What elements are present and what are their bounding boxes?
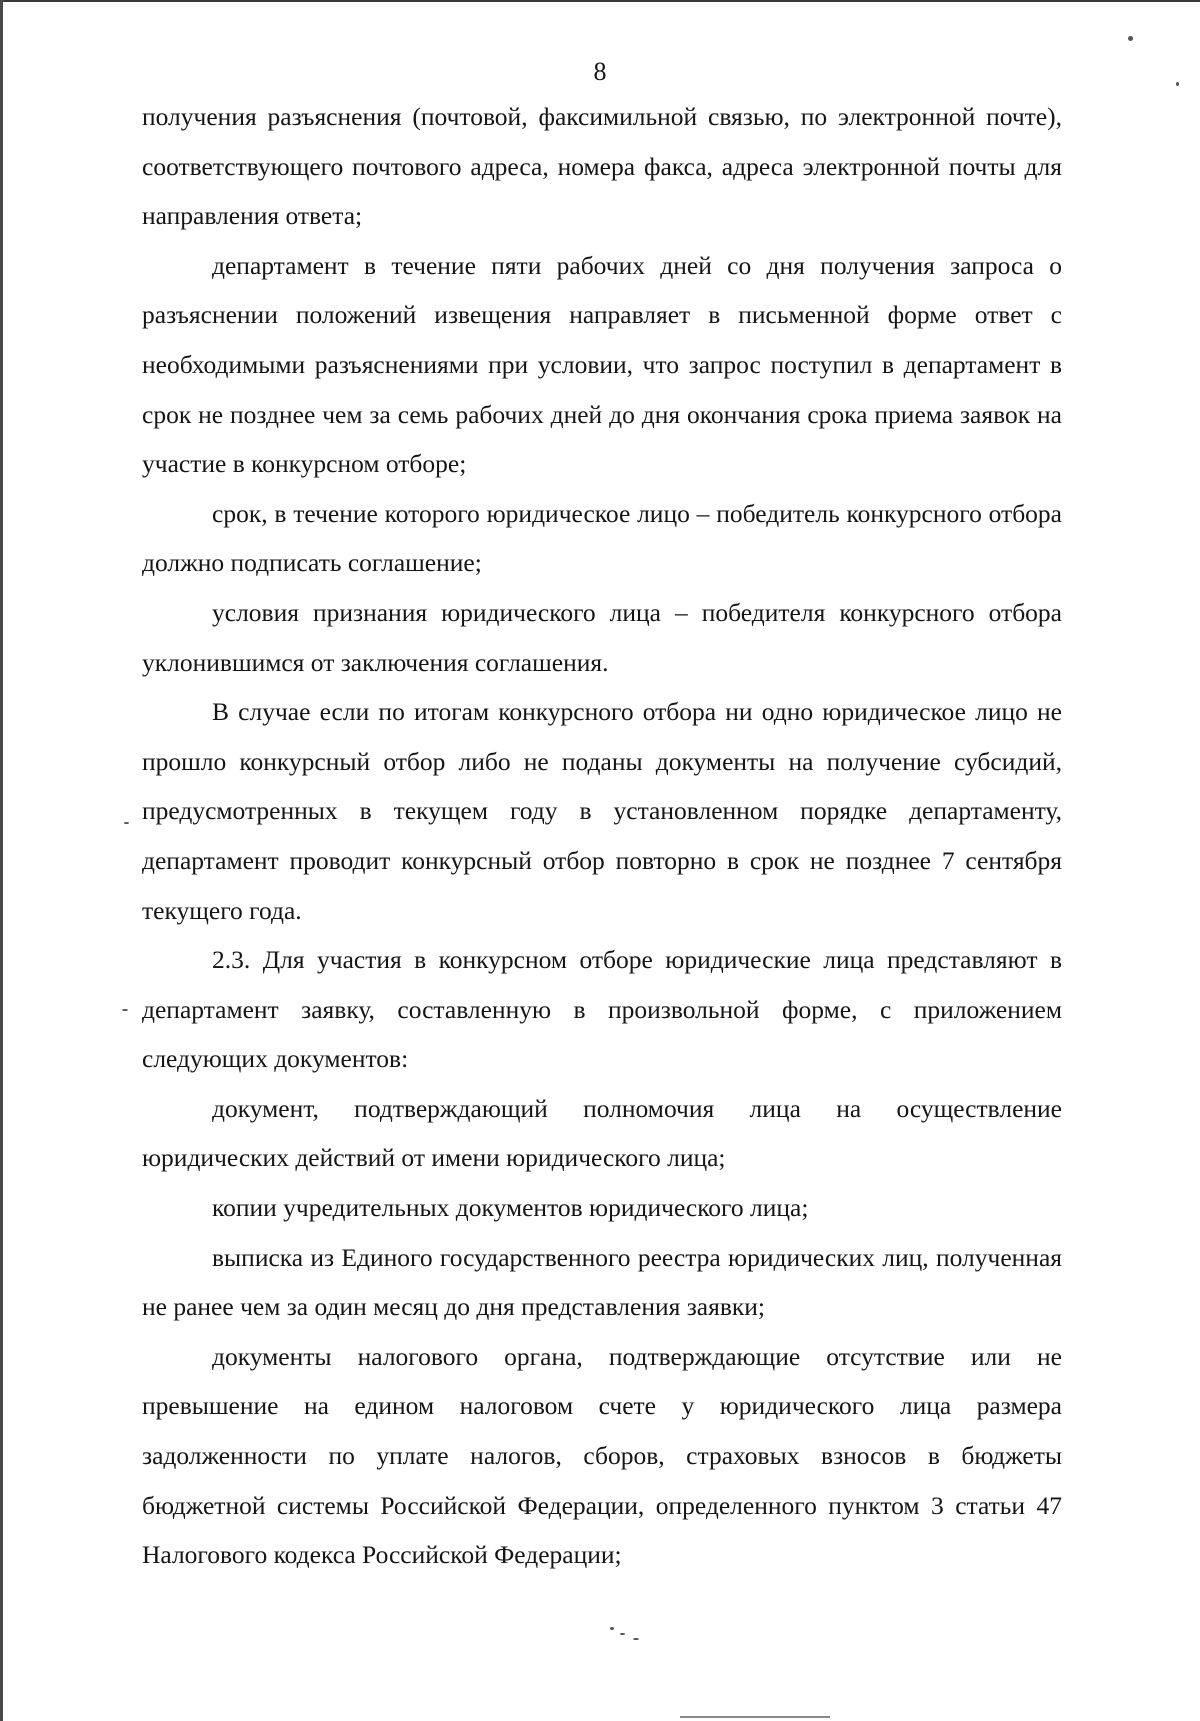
scan-edge-line	[680, 1716, 830, 1718]
paragraph-8: копии учредительных документов юридического лица;	[212, 1193, 809, 1223]
paragraph-3: срок, в течение которого юридическое лицо – победитель конкурсного отбора должно подписать соглашение;	[142, 498, 1062, 578]
scan-speck	[1128, 36, 1133, 41]
document-body	[142, 92, 1062, 1580]
page-number: 8	[593, 57, 607, 86]
scan-speck	[122, 1009, 128, 1011]
page-left-edge	[0, 0, 3, 1721]
scan-speck	[124, 822, 129, 824]
scan-speck	[633, 1638, 639, 1640]
paragraph-6: 2.3. Для участия в конкурсном отборе юридические лица представляют в департамент заявку, составленную в произвольной форме, с приложением следующих документов:	[142, 945, 1062, 1074]
page-top-edge	[0, 0, 1200, 2]
paragraph-4: условия признания юридического лица – победителя конкурсного отбора уклонившимся от заключения соглашения.	[142, 597, 1062, 677]
paragraph-2: департамент в течение пяти рабочих дней со дня получения запроса о разъяснении положений извещения направляет в письменной форме ответ с необходимыми разъяснениями при условии, что запрос поступил в департамент в срок не позднее чем за семь рабочих дней до дня окончания срока приема заявок на участие в конкурсном отборе;	[142, 250, 1062, 479]
scan-speck	[620, 1633, 625, 1635]
paragraph-1: получения разъяснения (почтовой, факсимильной связью, по электронной почте), соответствующего почтового адреса, номера факса, адреса электронной почты для направления ответа;	[142, 102, 1062, 231]
paragraph-10: документы налогового органа, подтверждающие отсутствие или не превышение на едином налоговом счете у юридического лица размера задолженности по уплате налогов, сборов, страховых взносов в бюджеты бюджетной системы Российской Федерации, определенного пунктом 3 статьи 47 Налогового кодекса Российской Федерации;	[142, 1341, 1062, 1570]
paragraph-7: документ, подтверждающий полномочия лица на осуществление юридических действий от имени юридического лица;	[142, 1093, 1062, 1173]
paragraph-5: В случае если по итогам конкурсного отбора ни одно юридическое лицо не прошло конкурсный отбор либо не поданы документы на получение субсидий, предусмотренных в текущем году в установленном порядке департаменту, департамент проводит конкурсный отбор повторно в срок не позднее 7 сентября текущего года.	[142, 697, 1062, 925]
scan-speck	[610, 1627, 614, 1630]
scan-speck	[1176, 82, 1179, 86]
paragraph-9: выписка из Единого государственного реестра юридических лиц, полученная не ранее чем за один месяц до дня представления заявки;	[142, 1242, 1062, 1322]
